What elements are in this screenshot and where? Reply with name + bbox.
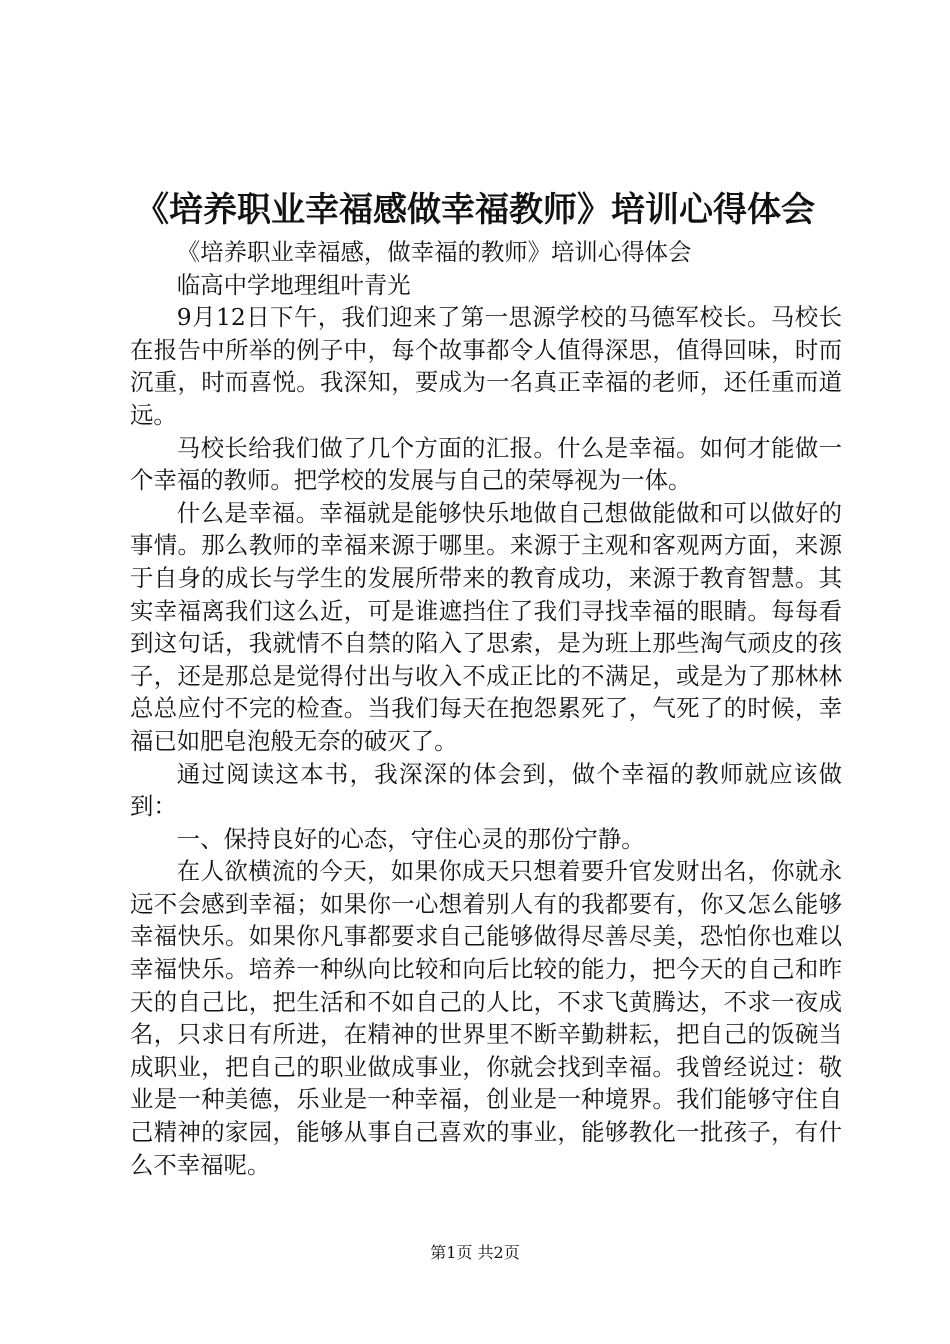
document-body	[130, 236, 842, 1181]
section-heading: 一、保持良好的心态，守住心灵的那份宁静。	[176, 824, 645, 853]
body-paragraph: 什么是幸福。幸福就是能够快乐地做自己想做能做和可以做好的事情。那么教师的幸福来源于哪里。来源于主观和客观两方面，来源于自身的成长与学生的发展所带来的教育成功，来源于教育智慧。其实幸福离我们这么近，可是谁遮挡住了我们寻找幸福的眼睛。每每看到这句话，我就情不自禁的陷入了思索，是为班上那些淘气顽皮的孩子，还是那总是觉得付出与收入不成正比的不满足，或是为了那林林总总应付不完的检查。当我们每天在抱怨累死了，气死了的时候，幸福已如肥皂泡般无奈的破灭了。	[130, 498, 842, 755]
body-paragraph: 9月12日下午，我们迎来了第一思源学校的马德军校长。马校长在报告中所举的例子中，每个故事都令人值得深思，值得回味，时而沉重，时而喜悦。我深知，要成为一名真正幸福的老师，还任重而道远。	[130, 303, 842, 429]
subtitle-paragraph: 《培养职业幸福感，做幸福的教师》培训心得体会	[176, 238, 692, 266]
page-number-footer: 第1页 共2页	[430, 1243, 520, 1262]
body-paragraph: 马校长给我们做了几个方面的汇报。什么是幸福。如何才能做一个幸福的教师。把学校的发展与自己的荣辱视为一体。	[130, 433, 842, 495]
author-paragraph: 临高中学地理组叶青光	[176, 270, 411, 299]
body-paragraph: 在人欲横流的今天，如果你成天只想着要升官发财出名，你就永远不会感到幸福；如果你一心想着别人有的我都要有，你又怎么能够幸福快乐。如果你凡事都要求自己能够做得尽善尽美，恐怕你也难以幸福快乐。培养一种纵向比较和向后比较的能力，把今天的自己和昨天的自己比，把生活和不如自己的人比，不求飞黄腾达，不求一夜成名，只求日有所进，在精神的世界里不断辛勤耕耘，把自己的饭碗当成职业，把自己的职业做成事业，你就会找到幸福。我曾经说过：敬业是一种美德，乐业是一种幸福，创业是一种境界。我们能够守住自己精神的家园，能够从事自己喜欢的事业，能够教化一批孩子，有什么不幸福呢。	[130, 857, 842, 1179]
document-title: 《培养职业幸福感做幸福教师》培训心得体会	[135, 190, 815, 230]
body-paragraph: 通过阅读这本书，我深深的体会到，做个幸福的教师就应该做到：	[130, 759, 842, 821]
